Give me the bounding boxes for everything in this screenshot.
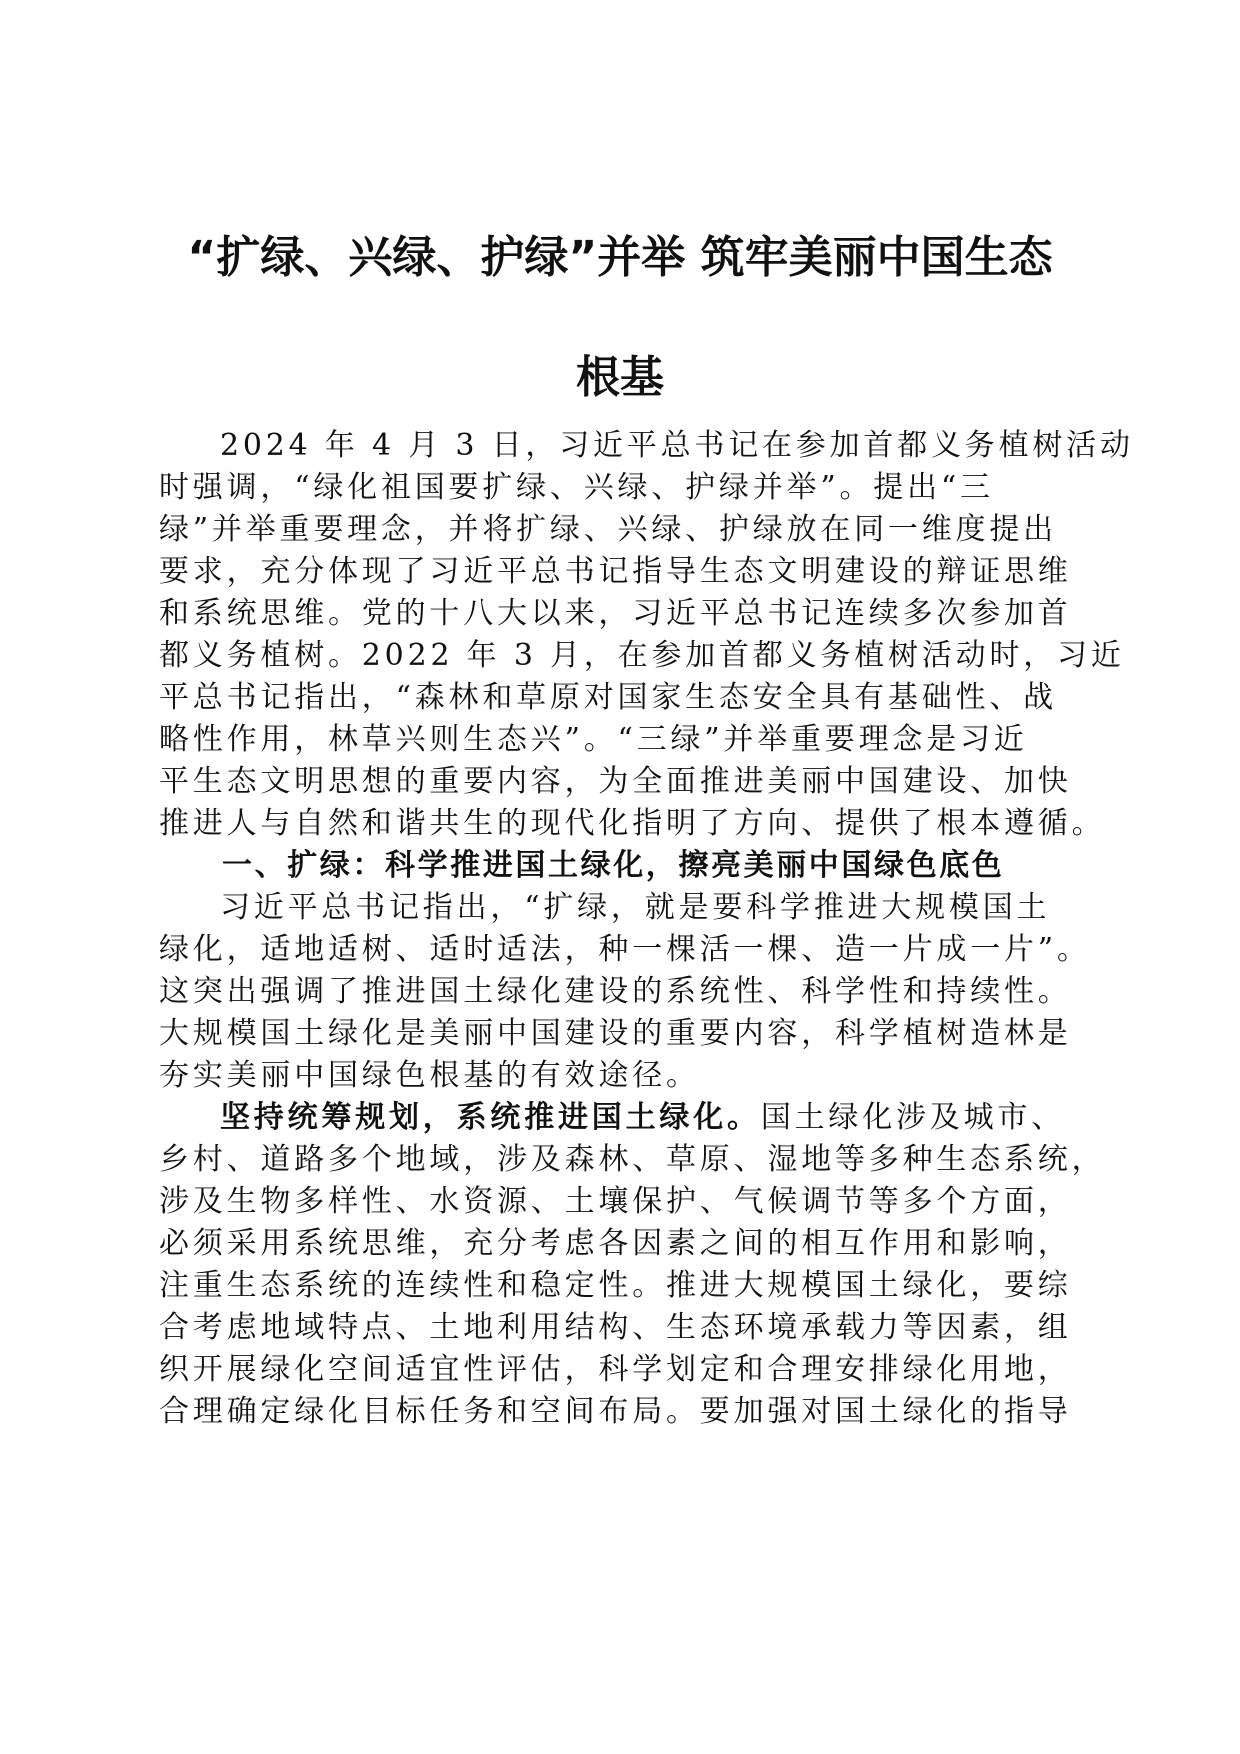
paragraph-line: 习近平总书记指出，“扩绿，就是要科学推进大规模国土 [220,890,1051,925]
document-title-line-2: 根基 [576,352,664,403]
document-title-line-1: “扩绿、兴绿、护绿”并举 筑牢美丽中国生态 [187,232,1053,283]
paragraph-line: 乡村、道路多个地域，涉及森林、草原、湿地等多种生态系统， [159,1142,1106,1177]
section-heading: 一、扩绿：科学推进国土绿化，擦亮美丽中国绿色底色 [222,848,1005,883]
paragraph-line: 都义务植树。2022 年 3 月，在参加首都义务植树活动时，习近 [159,638,1125,673]
paragraph-line: 必须采用系统思维，充分考虑各因素之间的相互作用和影响， [159,1226,1072,1261]
paragraph-line: 平生态文明思想的重要内容，为全面推进美丽中国建设、加快 [159,764,1072,799]
paragraph-line: 织开展绿化空间适宜性评估，科学划定和合理安排绿化用地， [159,1352,1072,1387]
paragraph-line: 时强调，“绿化祖国要扩绿、兴绿、护绿并举”。提出“三 [159,470,994,505]
paragraph-line [220,1100,1065,1136]
paragraph-line: 和系统思维。党的十八大以来，习近平总书记连续多次参加首 [159,596,1072,631]
paragraph-line: 合理确定绿化目标任务和空间布局。要加强对国土绿化的指导 [159,1394,1072,1429]
paragraph-line: 2024 年 4 月 3 日，习近平总书记在参加首都义务植树活动 [220,428,1134,463]
paragraph-line: 绿”并举重要理念，并将扩绿、兴绿、护绿放在同一维度提出 [159,512,1057,547]
paragraph-line: 略性作用，林草兴则生态兴”。“三绿”并举重要理念是习近 [159,722,1028,757]
paragraph-line: 夯实美丽中国绿色根基的有效途径。 [159,1058,700,1093]
paragraph-line: 这突出强调了推进国土绿化建设的系统性、科学性和持续性。 [159,974,1072,1009]
paragraph-line: 绿化，适地适树、适时适法，种一棵活一棵、造一片成一片”。 [159,932,1091,967]
paragraph-line: 要求，充分体现了习近平总书记指导生态文明建设的辩证思维 [159,554,1072,589]
paragraph-line: 大规模国土绿化是美丽中国建设的重要内容，科学植树造林是 [159,1016,1072,1051]
paragraph-line: 涉及生物多样性、水资源、土壤保护、气候调节等多个方面， [159,1184,1072,1219]
paragraph-line-rest: 国土绿化涉及城市、 [760,1100,1066,1135]
paragraph-line: 推进人与自然和谐共生的现代化指明了方向、提供了根本遵循。 [159,806,1106,841]
paragraph-line: 合考虑地域特点、土地利用结构、生态环境承载力等因素，组 [159,1310,1072,1345]
paragraph-line: 注重生态系统的连续性和稳定性。推进大规模国土绿化，要综 [159,1268,1072,1303]
paragraph-line: 平总书记指出，“森林和草原对国家生态安全具有基础性、战 [159,680,1057,715]
paragraph-bold-lead: 坚持统筹规划，系统推进国土绿化。 [220,1100,761,1135]
